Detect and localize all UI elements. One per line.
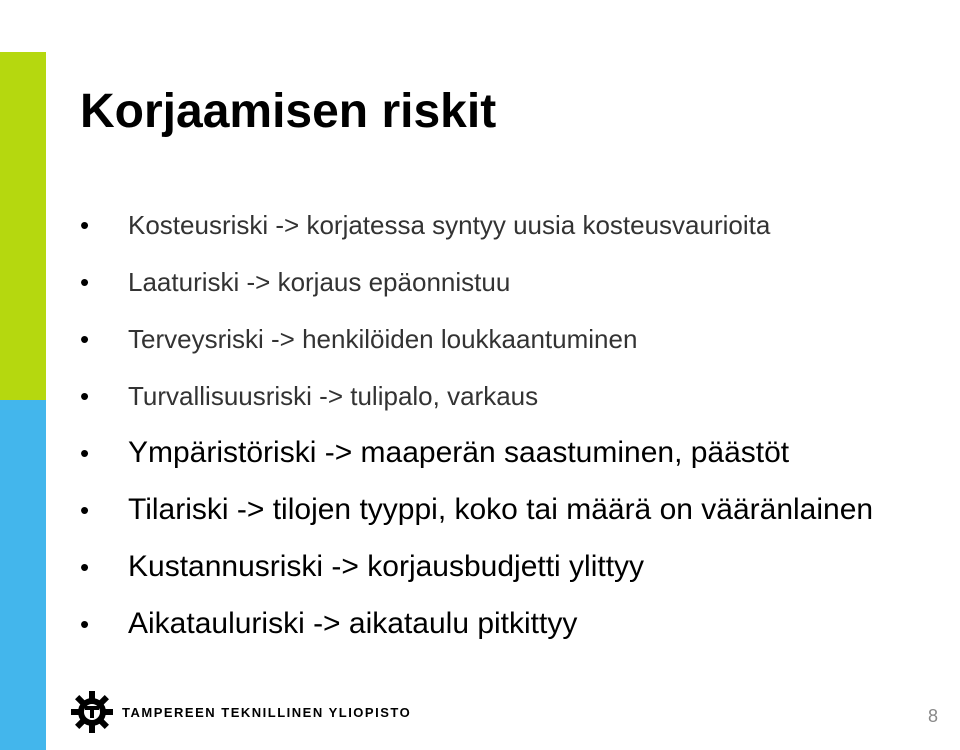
slide-title: Korjaamisen riskit [80,85,497,138]
bullet-text: Ympäristöriski -> maaperän saastuminen, päästöt [128,436,790,469]
bullet-icon: • [80,495,90,525]
bullet-text: Turvallisuusriski -> tulipalo, varkaus [128,381,539,411]
bullet-text: Aikatauluriski -> aikataulu pitkittyy [128,607,578,640]
bullet-icon: • [80,609,90,639]
bullet-list [80,205,873,661]
bullet-text: Kosteusriski -> korjatessa syntyy uusia kosteusvaurioita [128,210,771,240]
university-logo [70,690,411,734]
bullet-icon: • [80,438,90,468]
list-item [80,262,873,319]
list-item [80,490,873,547]
list-item [80,205,873,262]
bullet-text: Laaturiski -> korjaus epäonnistuu [128,267,511,297]
list-item [80,547,873,604]
list-item [80,604,873,661]
page-number: 8 [927,706,938,726]
gear-icon [70,690,114,734]
bullet-icon: • [80,381,90,411]
list-item [80,319,873,376]
bullet-icon: • [80,552,90,582]
side-bar-cyan [0,400,46,750]
bullet-text: Tilariski -> tilojen tyyppi, koko tai määrä on vääränlainen [128,493,874,526]
side-bar-green [0,52,46,400]
bullet-text: Terveysriski -> henkilöiden loukkaantuminen [128,324,638,354]
bullet-icon: • [80,267,90,297]
logo-text: TAMPEREEN TEKNILLINEN YLIOPISTO [122,704,412,720]
list-item [80,433,873,490]
bullet-icon: • [80,324,90,354]
bullet-icon: • [80,210,90,240]
list-item [80,376,873,433]
bullet-text: Kustannusriski -> korjausbudjetti ylittyy [128,550,645,583]
